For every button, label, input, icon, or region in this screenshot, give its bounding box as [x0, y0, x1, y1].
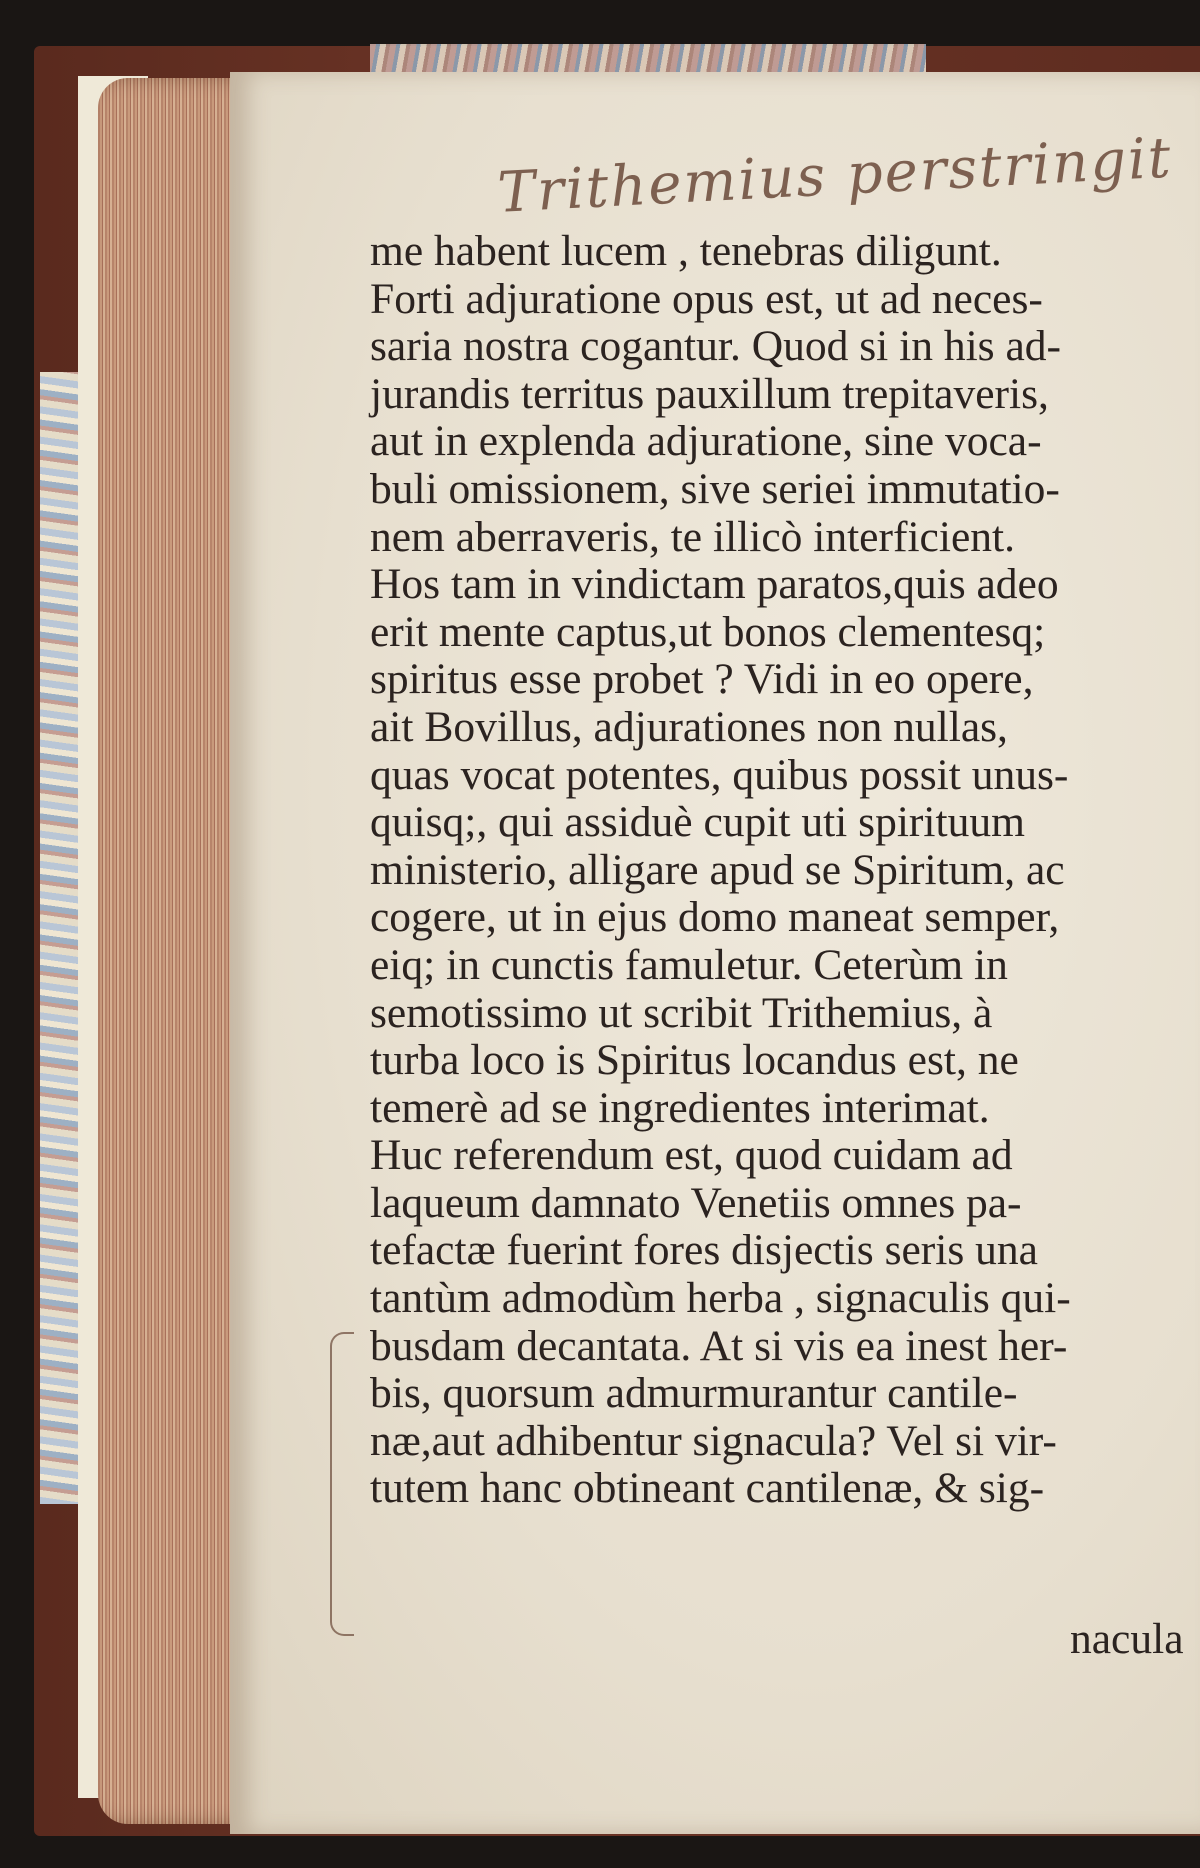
text-line: ait Bovillus, adjurationes non nullas, — [370, 702, 1008, 751]
text-line: cogere, ut in ejus domo maneat semper, — [370, 893, 1060, 942]
text-line: quas vocat potentes, quibus possit unus- — [370, 750, 1069, 799]
text-line: tefactæ fuerint fores disjectis seris una — [370, 1226, 1038, 1275]
text-line: eiq; in cunctis famuletur. Ceterùm in — [370, 940, 1008, 989]
page-text — [370, 228, 1200, 1513]
text-line: Huc referendum est, quod cuidam ad — [370, 1131, 1013, 1180]
text-line: tutem hanc obtineant cantilenæ, & sig- — [370, 1464, 1045, 1513]
text-line: laqueum damnato Venetiis omnes pa- — [370, 1178, 1022, 1227]
catchword: nacula — [1070, 1615, 1184, 1663]
text-line: saria nostra cogantur. Quod si in his ad- — [370, 322, 1062, 371]
text-line: Hos tam in vindictam paratos,quis adeo — [370, 560, 1059, 609]
text-line: bis, quorsum admurmurantur cantile- — [370, 1369, 1018, 1418]
text-line: aut in explenda adjuratione, sine voca- — [370, 417, 1042, 466]
text-line: temerè ad se ingredientes interimat. — [370, 1083, 990, 1132]
text-line: Forti adjuratione opus est, ut ad neces- — [370, 274, 1043, 323]
text-line: nem aberraveris, te illicò interficient. — [370, 512, 1015, 561]
text-line: me habent lucem , tenebras diligunt. — [370, 227, 1002, 275]
marginal-bracket — [330, 1332, 354, 1636]
text-line: ministerio, alligare apud se Spiritum, ac — [370, 845, 1065, 894]
text-line: buli omissionem, sive seriei immutatio- — [370, 464, 1060, 513]
text-line: erit mente captus,ut bonos clementesq; — [370, 607, 1046, 656]
text-line: turba loco is Spiritus locandus est, ne — [370, 1036, 1019, 1085]
text-line: busdam decantata. At si vis ea inest her- — [370, 1321, 1068, 1370]
text-line: jurandis territus pauxillum trepitaveris, — [370, 369, 1049, 418]
book-page — [230, 72, 1200, 1834]
marbled-endpaper-left — [40, 372, 80, 1504]
text-line: semotissimo ut scribit Trithemius, à — [370, 988, 993, 1037]
text-line: tantùm admodùm herba , signaculis qui- — [370, 1274, 1071, 1323]
text-line: næ,aut adhibentur signacula? Vel si vir- — [370, 1416, 1057, 1465]
handwritten-annotation: Trithemius perstringit — [496, 125, 1174, 226]
text-line: quisq;, qui assiduè cupit uti spirituum — [370, 798, 1025, 847]
text-line: spiritus esse probet ? Vidi in eo opere, — [370, 655, 1034, 704]
